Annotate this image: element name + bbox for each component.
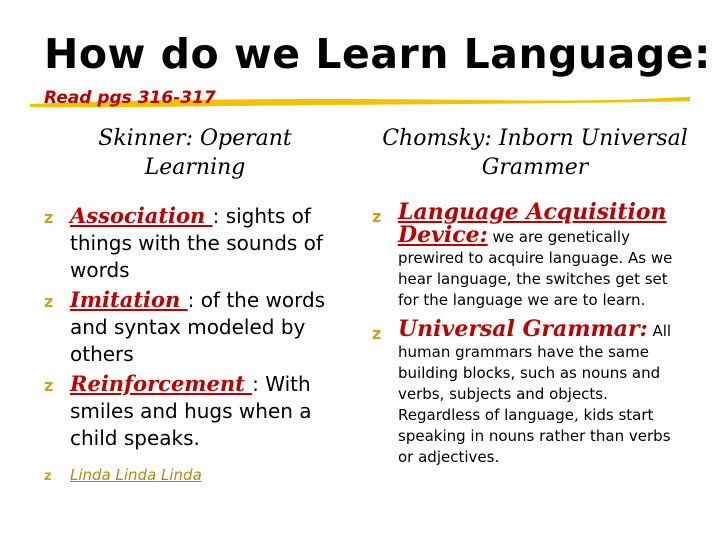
right-bullet-list <box>372 199 690 468</box>
z-bullet-icon: z <box>44 292 54 311</box>
item-text: All human grammars have the same building blocks, such as nouns and verbs, subjects and objects. Regardless of language, kids start speaking in nouns rather than verbs or adjectives. <box>398 322 672 466</box>
term-language-acquisition-device: Language Acquisition Device: <box>398 199 667 248</box>
item-text: : of the words and syntax modeled by others <box>70 288 326 366</box>
list-item <box>44 464 354 486</box>
term-imitation: Imitation <box>70 287 188 312</box>
item-text: we are genetically prewired to acquire language. As we hear language, the switches get set for the language we are to learn. <box>398 228 673 309</box>
z-bullet-icon: z <box>372 207 382 226</box>
item-text: : sights of things with the sounds of words <box>70 204 323 282</box>
slide-subtitle: Read pgs 316-317 <box>44 88 216 108</box>
list-item <box>44 286 354 368</box>
left-column-heading: Skinner: Operant Learning <box>98 126 292 180</box>
z-bullet-icon: z <box>44 376 54 395</box>
list-item <box>372 316 690 468</box>
left-bullet-list <box>44 202 354 488</box>
term-association: Association <box>70 203 213 228</box>
item-text: : With smiles and hugs when a child speaks. <box>70 372 312 450</box>
right-column-heading: Chomsky: Inborn Universal Grammer <box>382 126 688 180</box>
z-bullet-icon: z <box>44 469 52 484</box>
list-item <box>44 370 354 452</box>
list-item <box>44 202 354 284</box>
z-bullet-icon: z <box>44 208 54 227</box>
term-reinforcement: Reinforcement <box>70 371 253 396</box>
list-item <box>372 199 690 311</box>
term-universal-grammar: Universal Grammar: <box>398 316 648 342</box>
slide-title: How do we Learn Language: <box>44 30 711 78</box>
z-bullet-icon: z <box>372 324 382 343</box>
linda-link[interactable]: Linda Linda Linda <box>70 466 202 484</box>
